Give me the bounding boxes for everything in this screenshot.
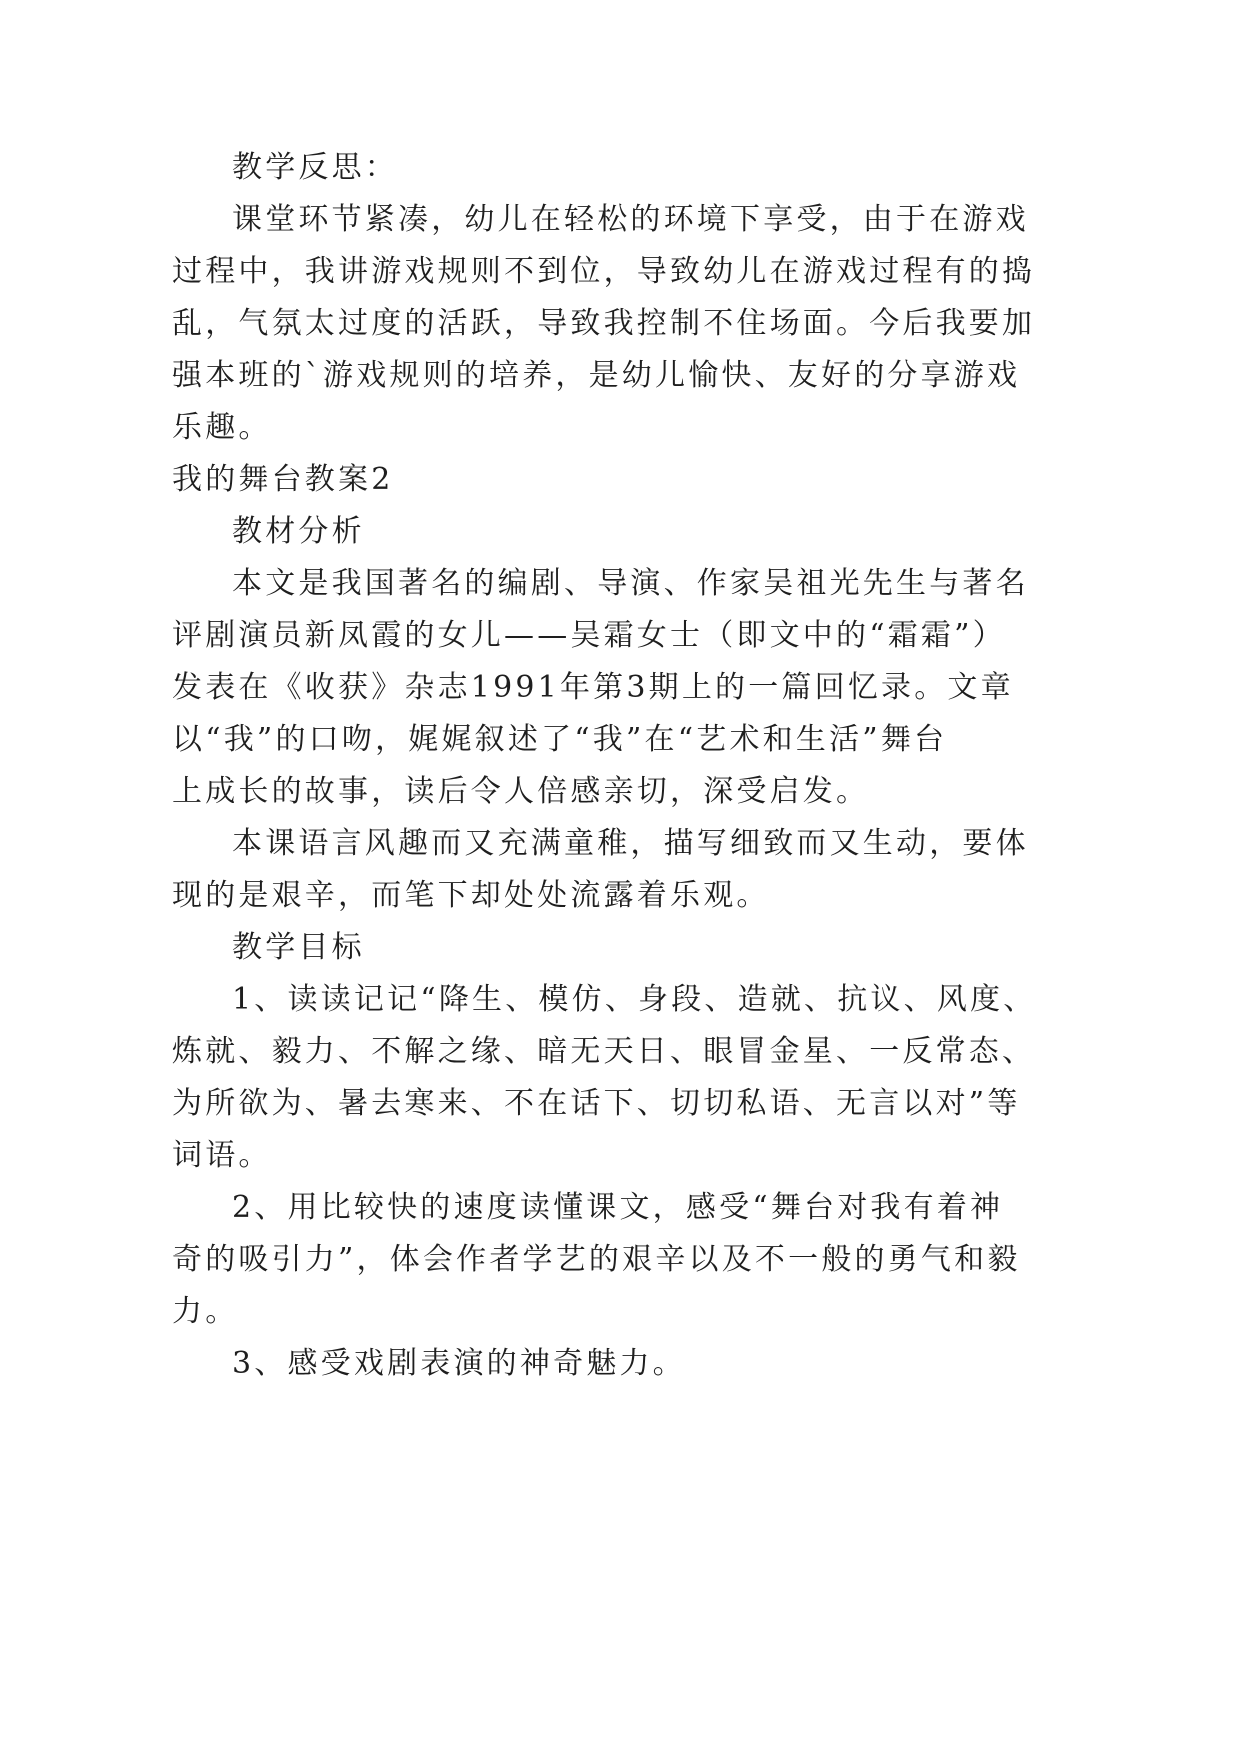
paragraph-line: 上成长的故事，读后令人倍感亲切，深受启发。 bbox=[172, 774, 870, 809]
paragraph-line: 过程中，我讲游戏规则不到位，导致幼儿在游戏过程有的捣 bbox=[172, 254, 1036, 289]
paragraph-line: 本文是我国著名的编剧、导演、作家吴祖光先生与著名 bbox=[232, 566, 1029, 601]
paragraph-line: 乱，气氛太过度的活跃，导致我控制不住场面。今后我要加 bbox=[172, 306, 1036, 341]
paragraph-line: 以“我”的口吻，娓娓叙述了“我”在“艺术和生活”舞台 bbox=[172, 722, 948, 757]
heading-teaching-reflection: 教学反思： bbox=[232, 150, 398, 185]
paragraph-line: 评剧演员新凤霞的女儿——吴霜女士（即文中的“霜霜”） bbox=[172, 618, 1006, 653]
heading-teaching-goals: 教学目标 bbox=[232, 930, 365, 965]
list-item-line: 词语。 bbox=[172, 1138, 272, 1173]
list-item-line: 1、读读记记“降生、模仿、身段、造就、抗议、风度、 bbox=[232, 982, 1037, 1017]
paragraph-line: 发表在《收获》杂志1991年第3期上的一篇回忆录。文章 bbox=[172, 670, 1014, 705]
paragraph-line: 课堂环节紧凑，幼儿在轻松的环境下享受，由于在游戏 bbox=[232, 202, 1029, 237]
list-item-line: 3、感受戏剧表演的神奇魅力。 bbox=[232, 1346, 686, 1381]
list-item-line: 奇的吸引力”，体会作者学艺的艰辛以及不一般的勇气和毅 bbox=[172, 1242, 1021, 1277]
paragraph-line: 现的是艰辛，而笔下却处处流露着乐观。 bbox=[172, 878, 770, 913]
list-item-line: 炼就、毅力、不解之缘、暗无天日、眼冒金星、一反常态、 bbox=[172, 1034, 1036, 1069]
list-item-line: 为所欲为、暑去寒来、不在话下、切切私语、无言以对”等 bbox=[172, 1086, 1021, 1121]
paragraph-line: 强本班的`游戏规则的培养，是幼儿愉快、友好的分享游戏 bbox=[172, 358, 1021, 393]
paragraph-line: 乐趣。 bbox=[172, 410, 272, 445]
heading-material-analysis: 教材分析 bbox=[232, 514, 365, 549]
list-item-line: 力。 bbox=[172, 1294, 239, 1329]
section-title: 我的舞台教案2 bbox=[172, 462, 394, 497]
paragraph-line: 本课语言风趣而又充满童稚，描写细致而又生动，要体 bbox=[232, 826, 1029, 861]
list-item-line: 2、用比较快的速度读懂课文，感受“舞台对我有着神 bbox=[232, 1190, 1004, 1225]
